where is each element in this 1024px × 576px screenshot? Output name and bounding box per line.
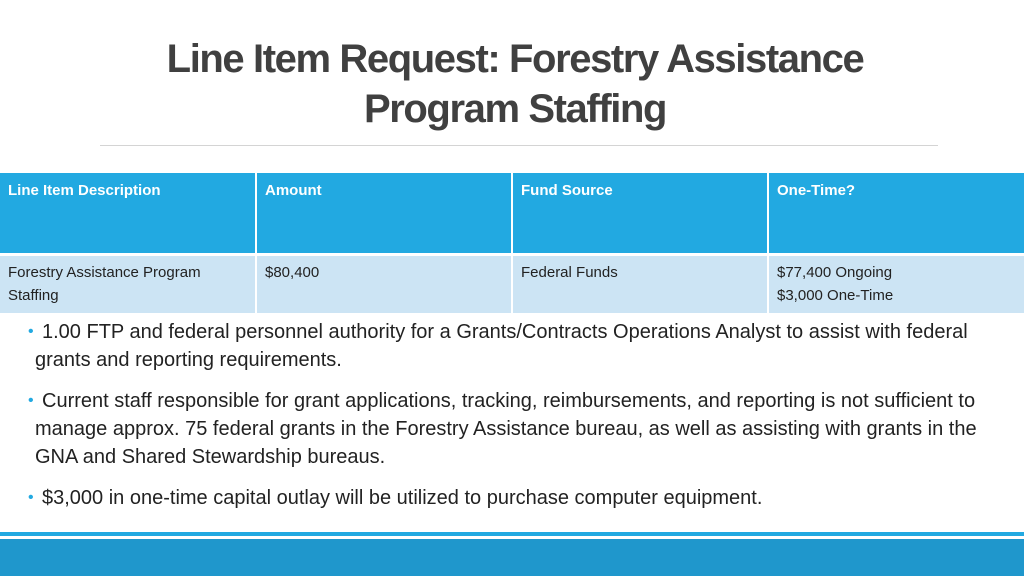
bullet-icon: • xyxy=(28,323,34,340)
header-amount: Amount xyxy=(256,173,512,255)
header-one-time: One-Time? xyxy=(768,173,1024,255)
header-line-item-description: Line Item Description xyxy=(0,173,256,255)
footer-accent-line xyxy=(0,532,1024,536)
one-time-ongoing: $77,400 Ongoing xyxy=(777,264,893,281)
line-item-table xyxy=(0,173,1024,313)
footer-bar xyxy=(0,539,1024,576)
table-row xyxy=(0,255,1024,314)
slide-title: Line Item Request: Forestry Assistance Program Staffing xyxy=(166,37,864,131)
one-time-one-time: $3,000 One-Time xyxy=(777,287,894,304)
bullet-text: 1.00 FTP and federal personnel authority for a Grants/Contracts Operations Analyst to assist with federal grants and reporting requirements. xyxy=(35,321,968,371)
cell-fund-source: Federal Funds xyxy=(512,255,768,314)
bullet-list xyxy=(28,318,1008,525)
table-header-row xyxy=(0,173,1024,255)
list-item xyxy=(28,318,1008,374)
bullet-text: $3,000 in one-time capital outlay will be utilized to purchase computer equipment. xyxy=(42,487,763,509)
cell-one-time xyxy=(768,255,1024,314)
list-item xyxy=(28,484,1008,512)
list-item xyxy=(28,387,1008,471)
bullet-icon: • xyxy=(28,392,34,409)
title-divider xyxy=(100,145,938,146)
cell-description: Forestry Assistance Program Staffing xyxy=(0,255,256,314)
bullet-text: Current staff responsible for grant applications, tracking, reimbursements, and reporting is not sufficient to manage approx. 75 federal grants in the Forestry Assistance bureau, as well as assisting with grants in the GNA and Shared Stewardship bureaus. xyxy=(35,390,977,468)
cell-amount: $80,400 xyxy=(256,255,512,314)
header-fund-source: Fund Source xyxy=(512,173,768,255)
bullet-icon: • xyxy=(28,489,34,506)
